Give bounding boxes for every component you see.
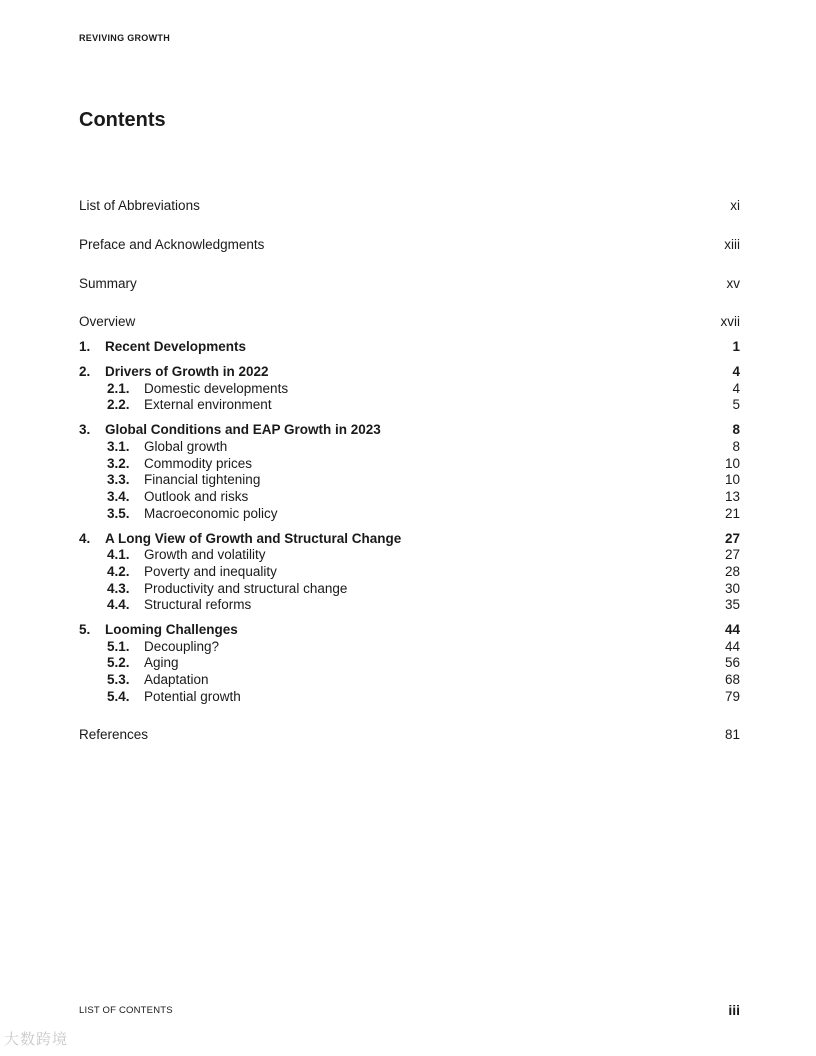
toc-section-4-1[interactable]: [79, 546, 740, 563]
section-title: Global growth: [144, 439, 228, 454]
section-title: Potential growth: [144, 689, 241, 704]
chapter-page: 1: [732, 339, 740, 354]
section-page: 30: [724, 581, 740, 596]
section-page: 27: [724, 547, 740, 562]
section-number: 3.2.: [107, 456, 130, 471]
section-number: 3.1.: [107, 439, 130, 454]
chapter-number: 5.: [79, 622, 91, 637]
section-title: Productivity and structural change: [144, 581, 348, 596]
section-title: Adaptation: [144, 672, 209, 687]
section-page: 56: [724, 655, 740, 670]
toc-section-3-1[interactable]: [79, 438, 740, 455]
toc-section-4-3[interactable]: [79, 580, 740, 597]
toc-entry-page: 81: [724, 727, 740, 742]
toc-entry-preface[interactable]: [79, 236, 740, 253]
toc-entry-references[interactable]: [79, 726, 740, 743]
section-title: Domestic developments: [144, 381, 289, 396]
chapter-number: 4.: [79, 531, 91, 546]
toc-entry-page: xvii: [720, 314, 740, 329]
section-page: 5: [732, 397, 740, 412]
toc-entry-overview[interactable]: [79, 313, 740, 330]
chapter-number: 3.: [79, 422, 91, 437]
chapter-number: 1.: [79, 339, 91, 354]
section-page: 35: [724, 597, 740, 612]
section-number: 4.3.: [107, 581, 130, 596]
toc-section-4-2[interactable]: [79, 563, 740, 580]
toc-section-2-2[interactable]: [79, 396, 740, 413]
running-head: REVIVING GROWTH: [79, 33, 171, 43]
section-page: 4: [732, 381, 740, 396]
chapter-title: Recent Developments: [105, 339, 247, 354]
section-title: Aging: [144, 655, 179, 670]
toc-section-3-3[interactable]: [79, 471, 740, 488]
toc-section-5-1[interactable]: [79, 638, 740, 655]
section-title: Financial tightening: [144, 472, 261, 487]
chapter-page: 44: [724, 622, 740, 637]
toc-section-5-3[interactable]: [79, 671, 740, 688]
section-page: 10: [724, 472, 740, 487]
section-page: 13: [724, 489, 740, 504]
section-title: Commodity prices: [144, 456, 253, 471]
section-number: 4.4.: [107, 597, 130, 612]
toc-entry-title: Summary: [79, 276, 137, 291]
footer-page-number: iii: [728, 1002, 740, 1018]
section-page: 79: [724, 689, 740, 704]
toc-chapter-3[interactable]: [79, 421, 740, 438]
section-page: 44: [724, 639, 740, 654]
section-number: 3.4.: [107, 489, 130, 504]
watermark-logo: 大数跨境: [4, 1031, 69, 1048]
section-number: 5.1.: [107, 639, 130, 654]
chapter-page: 4: [732, 364, 740, 379]
toc-chapter-2[interactable]: [79, 363, 740, 380]
toc-section-3-2[interactable]: [79, 455, 740, 472]
chapter-title: Global Conditions and EAP Growth in 2023: [105, 422, 381, 437]
toc-chapter-5[interactable]: [79, 621, 740, 638]
section-page: 21: [724, 506, 740, 521]
section-page: 8: [732, 439, 740, 454]
toc-section-3-4[interactable]: [79, 488, 740, 505]
section-page: 28: [724, 564, 740, 579]
section-number: 2.2.: [107, 397, 130, 412]
section-title: External environment: [144, 397, 272, 412]
section-number: 4.1.: [107, 547, 130, 562]
chapter-number: 2.: [79, 364, 91, 379]
toc-entry-title: Overview: [79, 314, 136, 329]
chapter-page: 27: [724, 531, 740, 546]
section-number: 2.1.: [107, 381, 130, 396]
toc-entry-summary[interactable]: [79, 275, 740, 292]
toc-entry-title: References: [79, 727, 149, 742]
section-number: 3.3.: [107, 472, 130, 487]
section-number: 5.2.: [107, 655, 130, 670]
toc-entry-page: xiii: [724, 237, 740, 252]
toc-section-5-4[interactable]: [79, 688, 740, 705]
toc-entry-abbreviations[interactable]: [79, 197, 740, 214]
chapter-page: 8: [732, 422, 740, 437]
section-title: Outlook and risks: [144, 489, 249, 504]
section-page: 10: [724, 456, 740, 471]
section-number: 5.4.: [107, 689, 130, 704]
section-title: Poverty and inequality: [144, 564, 277, 579]
toc-section-5-2[interactable]: [79, 654, 740, 671]
chapter-title: A Long View of Growth and Structural Change: [105, 531, 402, 546]
toc-section-2-1[interactable]: [79, 380, 740, 397]
page-title: Contents: [79, 109, 166, 131]
section-number: 4.2.: [107, 564, 130, 579]
toc-section-3-5[interactable]: [79, 505, 740, 522]
toc-chapter-1[interactable]: [79, 338, 740, 355]
section-page: 68: [724, 672, 740, 687]
toc-chapter-4[interactable]: [79, 530, 740, 547]
chapter-title: Drivers of Growth in 2022: [105, 364, 269, 379]
toc-section-4-4[interactable]: [79, 596, 740, 613]
section-title: Structural reforms: [144, 597, 252, 612]
section-number: 3.5.: [107, 506, 130, 521]
section-title: Decoupling?: [144, 639, 220, 654]
section-title: Growth and volatility: [144, 547, 266, 562]
section-title: Macroeconomic policy: [144, 506, 278, 521]
toc-entry-page: xi: [730, 198, 740, 213]
footer-label: LIST OF CONTENTS: [79, 1005, 173, 1016]
toc-entry-title: Preface and Acknowledgments: [79, 237, 265, 252]
chapter-title: Looming Challenges: [105, 622, 238, 637]
toc-entry-title: List of Abbreviations: [79, 198, 200, 213]
section-number: 5.3.: [107, 672, 130, 687]
toc-entry-page: xv: [726, 276, 740, 291]
